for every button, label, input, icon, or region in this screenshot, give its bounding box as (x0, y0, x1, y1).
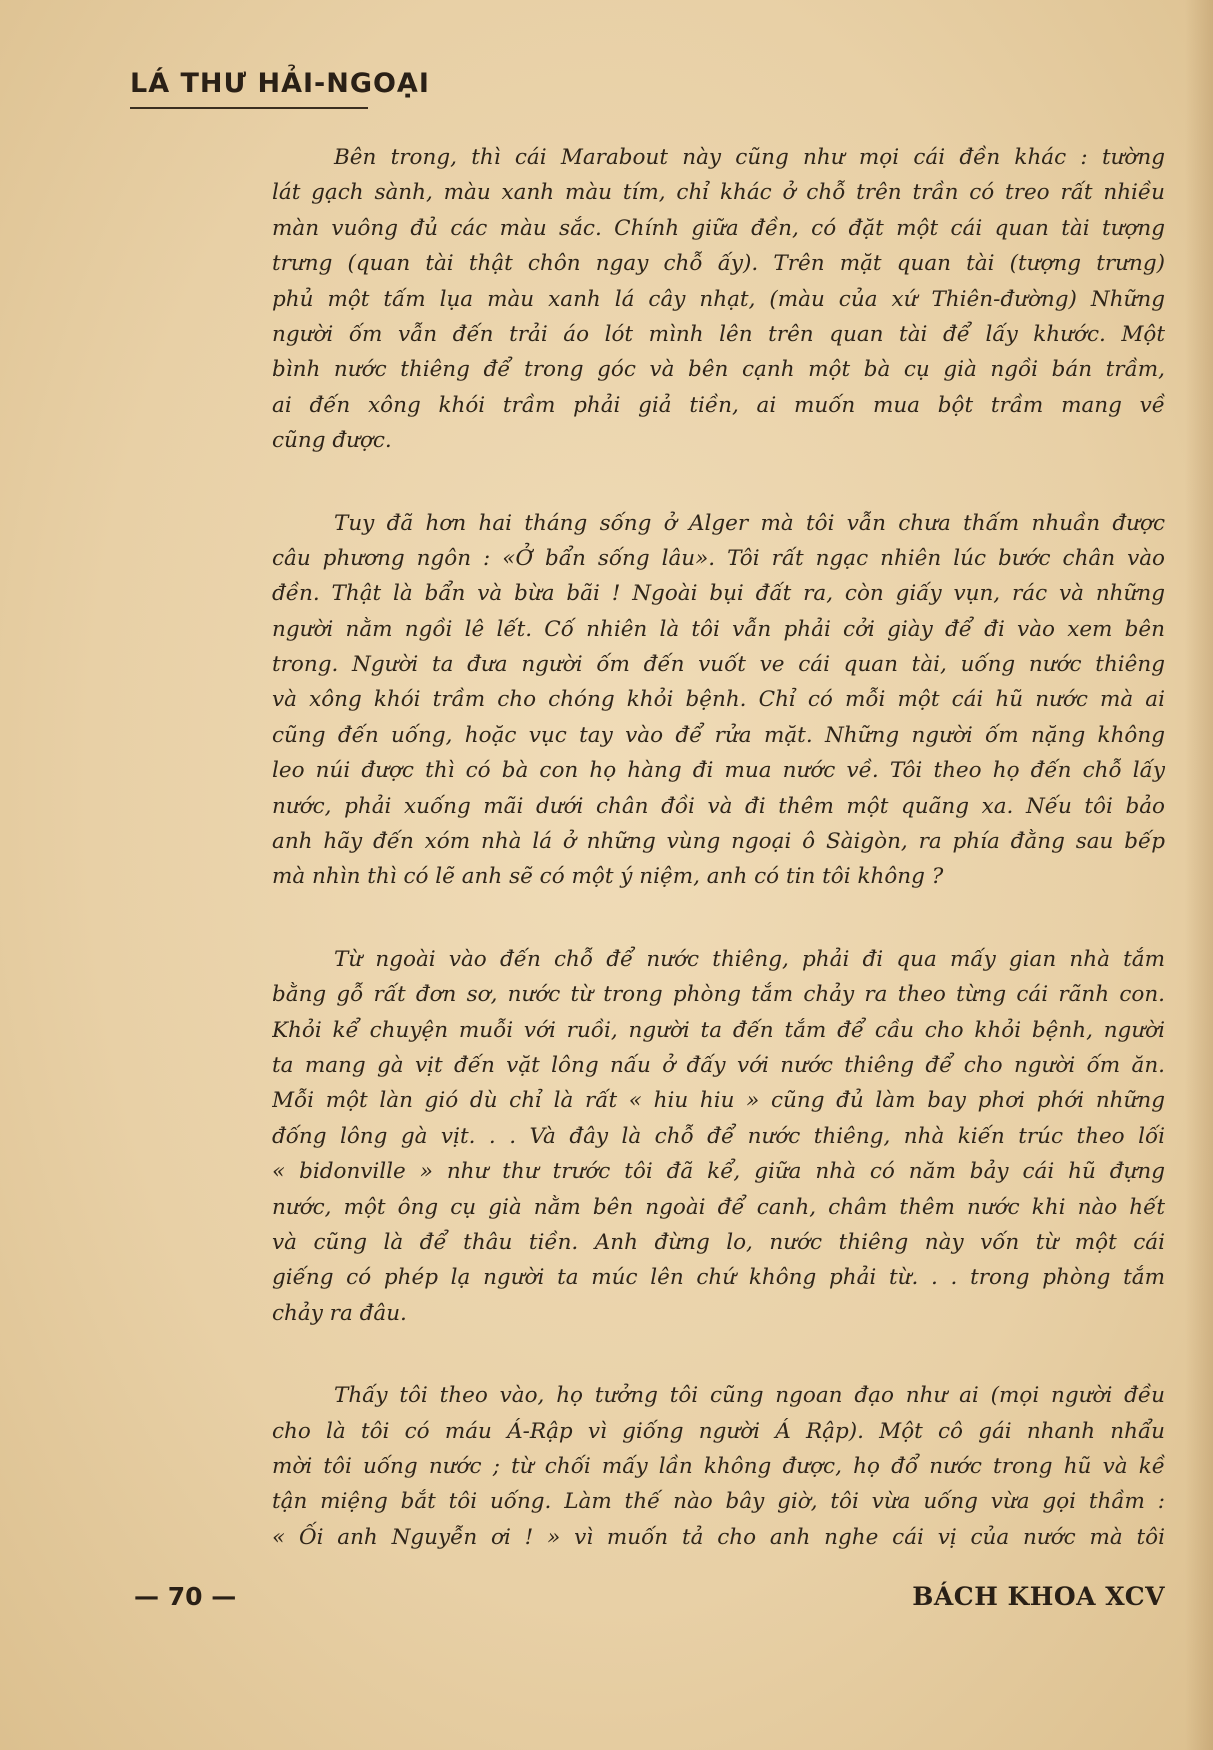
paragraph-gap (272, 459, 1165, 506)
text-line: leo núi được thì có bà con họ hàng đi mua nước về. Tôi theo họ đến chỗ lấy (272, 758, 1165, 784)
paragraph-gap (272, 1331, 1165, 1378)
paragraph-1 (272, 140, 1165, 459)
text-line: tận miệng bắt tôi uống. Làm thế nào bây giờ, tôi vừa uống vừa gọi thầm : (272, 1489, 1165, 1515)
text-line: Thấy tôi theo vào, họ tưởng tôi cũng ngoan đạo như ai (mọi người đều (334, 1383, 1165, 1409)
paragraph-gap (272, 895, 1165, 942)
publication-name: BÁCH KHOA XCV (912, 1582, 1165, 1611)
text-line: « Ối anh Nguyễn ơi ! » vì muốn tả cho anh nghe cái vị của nước mà tôi (272, 1524, 1165, 1550)
text-line: Mỗi một làn gió dù chỉ là rất « hiu hiu » cũng đủ làm bay phơi phới những (272, 1088, 1165, 1114)
paragraph-3 (272, 942, 1165, 1331)
text-line: bình nước thiêng để trong góc và bên cạnh một bà cụ già ngồi bán trầm, (272, 357, 1165, 383)
text-line: cho là tôi có máu Á-Rập vì giống người Á Rập). Một cô gái nhanh nhẩu (272, 1418, 1165, 1444)
text-line: Từ ngoài vào đến chỗ để nước thiêng, phải đi qua mấy gian nhà tắm (334, 946, 1165, 972)
text-line: trong. Người ta đưa người ốm đến vuốt ve cái quan tài, uống nước thiêng (272, 652, 1165, 678)
text-line: phủ một tấm lụa màu xanh lá cây nhạt, (màu của xứ Thiên-đường) Những (272, 286, 1165, 312)
text-line: trưng (quan tài thật chôn ngay chỗ ấy). Trên mặt quan tài (tượng trưng) (272, 251, 1165, 277)
text-line: mời tôi uống nước ; từ chối mấy lần không được, họ đổ nước trong hũ và kề (272, 1453, 1165, 1479)
text-line: và xông khói trầm cho chóng khỏi bệnh. Chỉ có mỗi một cái hũ nước mà ai (272, 687, 1165, 713)
text-line: Khỏi kể chuyện muỗi với ruồi, người ta đến tắm để cầu cho khỏi bệnh, người (272, 1017, 1165, 1043)
text-line: đền. Thật là bẩn và bừa bãi ! Ngoài bụi đất ra, còn giấy vụn, rác và những (272, 581, 1165, 607)
text-line: chảy ra đâu. (272, 1300, 407, 1326)
text-line: nước, phải xuống mãi dưới chân đồi và đi thêm một quãng xa. Nếu tôi bảo (272, 793, 1165, 819)
text-line: Bên trong, thì cái Marabout này cũng như mọi cái đền khác : tường (334, 145, 1165, 170)
page-edge-shadow (1185, 0, 1213, 1750)
text-line: Tuy đã hơn hai tháng sống ở Alger mà tôi vẫn chưa thấm nhuần được (334, 510, 1165, 536)
running-header: LÁ THƯ HẢI-NGOẠI (130, 68, 368, 109)
text-line: cũng được. (272, 428, 392, 454)
text-line: người nằm ngồi lê lết. Cố nhiên là tôi vẫn phải cởi giày để đi vào xem bên (272, 616, 1165, 642)
text-line: mà nhìn thì có lẽ anh sẽ có một ý niệm, anh có tin tôi không ? (272, 864, 944, 890)
text-line: nước, một ông cụ già nằm bên ngoài để canh, châm thêm nước khi nào hết (272, 1194, 1165, 1220)
paragraph-4 (272, 1378, 1165, 1555)
article-body (272, 140, 1165, 1555)
text-line: và cũng là để thâu tiền. Anh đừng lo, nước thiêng này vốn từ một cái (272, 1229, 1165, 1255)
page-number: — 70 — (134, 1582, 237, 1611)
text-line: ta mang gà vịt đến vặt lông nấu ở đấy với nước thiêng để cho người ốm ăn. (272, 1052, 1165, 1078)
paragraph-2 (272, 506, 1165, 895)
text-line: « bidonville » như thư trước tôi đã kể, giữa nhà có năm bảy cái hũ đựng (272, 1159, 1165, 1185)
text-line: cũng đến uống, hoặc vục tay vào để rửa mặt. Những người ốm nặng không (272, 722, 1165, 748)
text-line: ai đến xông khói trầm phải giả tiền, ai muốn mua bột trầm mang về (272, 392, 1165, 418)
text-line: người ốm vẫn đến trải áo lót mình lên trên quan tài để lấy khước. Một (272, 321, 1165, 347)
text-line: đống lông gà vịt. . . Và đây là chỗ để nước thiêng, nhà kiến trúc theo lối (272, 1123, 1165, 1149)
text-line: bằng gỗ rất đơn sơ, nước từ trong phòng tắm chảy ra theo từng cái rãnh con. (272, 982, 1165, 1008)
text-line: màn vuông đủ các màu sắc. Chính giữa đền, có đặt một cái quan tài tượng (272, 215, 1165, 241)
text-line: anh hãy đến xóm nhà lá ở những vùng ngoại ô Sàigòn, ra phía đằng sau bếp (272, 829, 1165, 855)
text-line: giếng có phép lạ người ta múc lên chứ không phải từ. . . trong phòng tắm (272, 1265, 1165, 1291)
text-line: câu phương ngôn : «Ở bẩn sống lâu». Tôi rất ngạc nhiên lúc bước chân vào (272, 545, 1165, 571)
text-line: lát gạch sành, màu xanh màu tím, chỉ khác ở chỗ trên trần có treo rất nhiều (272, 180, 1165, 206)
